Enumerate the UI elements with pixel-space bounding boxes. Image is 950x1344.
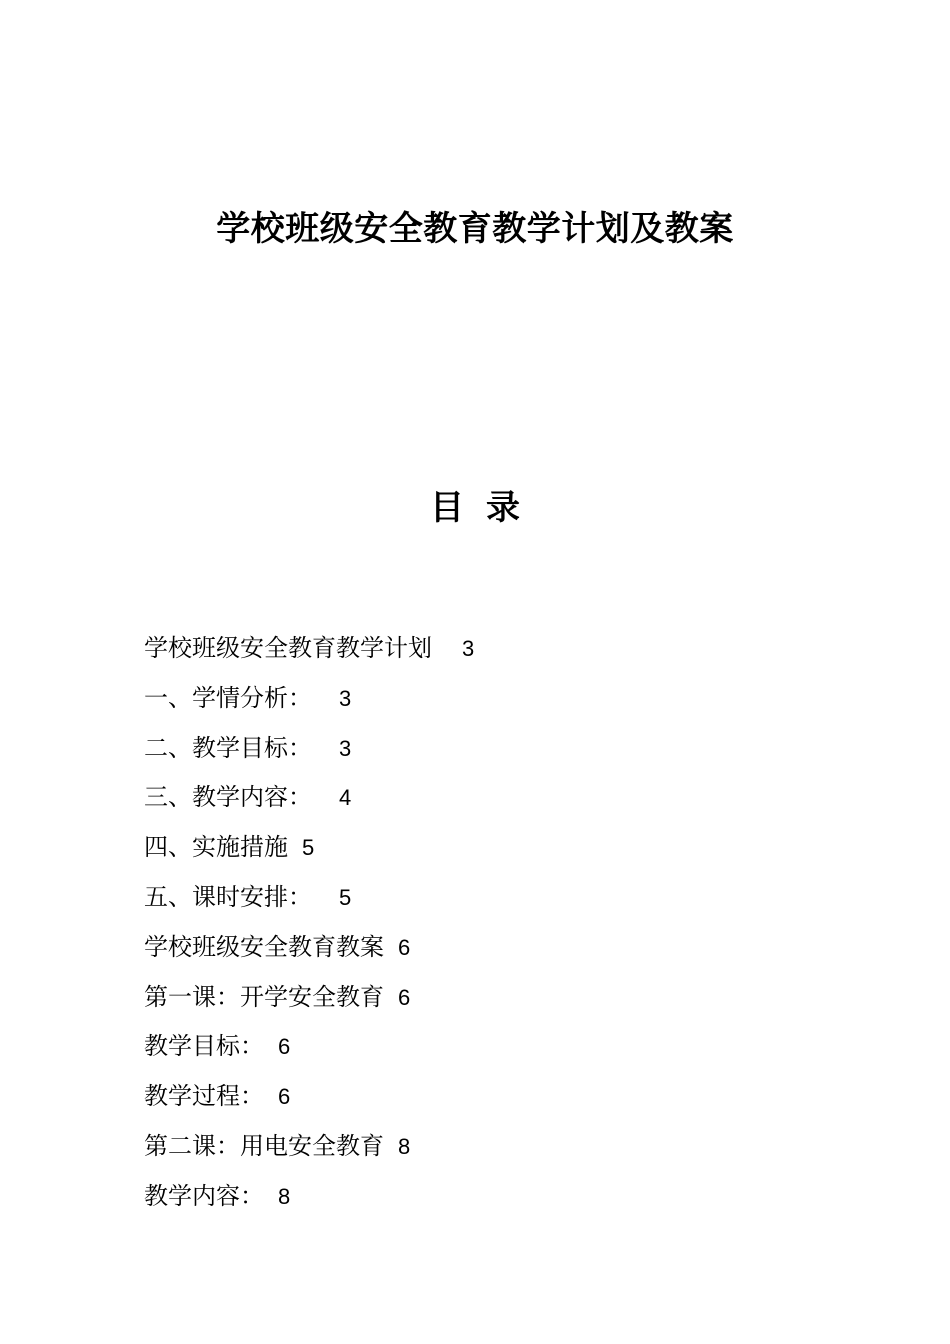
toc-heading <box>0 482 950 534</box>
toc-item-page: 3 <box>462 636 475 661</box>
toc-item[interactable] <box>144 823 474 873</box>
toc-item-page: 3 <box>339 735 352 761</box>
toc-item-page: 5 <box>302 835 315 861</box>
toc-item-label: 四、实施措施 <box>144 833 288 862</box>
toc-item[interactable] <box>144 674 474 724</box>
toc-heading-char-2: 录 <box>486 488 520 528</box>
toc-item-page: 5 <box>339 884 352 910</box>
toc-item[interactable] <box>144 624 474 674</box>
toc-item-page: 4 <box>339 785 352 811</box>
toc-item[interactable] <box>144 1172 474 1222</box>
toc-item-page: 8 <box>278 1183 291 1209</box>
toc-item-page: 6 <box>398 984 411 1010</box>
document-title: 学校班级安全教育教学计划及教案 <box>216 209 734 249</box>
toc-item-label: 三、教学内容： <box>144 783 312 812</box>
toc-item[interactable] <box>144 1072 474 1122</box>
toc-item-page: 8 <box>398 1133 411 1159</box>
toc-item-label: 第二课：用电安全教育 <box>144 1131 384 1160</box>
toc-item[interactable] <box>144 923 474 973</box>
toc-item-label: 学校班级安全教育教案 <box>144 932 384 961</box>
toc-item-page: 6 <box>398 934 411 960</box>
toc-item-label: 教学过程： <box>144 1082 264 1111</box>
toc-item-label: 教学目标： <box>144 1032 264 1061</box>
toc-item[interactable] <box>144 773 474 823</box>
toc-item-label: 一、学情分析： <box>144 683 312 712</box>
toc-heading-char-1: 目 <box>430 488 464 528</box>
toc-item-page: 6 <box>278 1084 291 1110</box>
toc-item[interactable] <box>144 1022 474 1072</box>
toc-item[interactable] <box>144 973 474 1023</box>
toc-item-label: 教学内容： <box>144 1181 264 1210</box>
toc-item-label: 五、课时安排： <box>144 882 312 911</box>
toc-item-page: 6 <box>278 1034 291 1060</box>
toc-item[interactable] <box>144 1122 474 1172</box>
toc-item-label: 二、教学目标： <box>144 733 312 762</box>
toc-item-page: 3 <box>339 685 352 711</box>
toc-item-label: 第一课：开学安全教育 <box>144 982 384 1011</box>
toc-item[interactable] <box>144 873 474 923</box>
toc-list <box>144 624 474 1222</box>
toc-item[interactable] <box>144 724 474 774</box>
toc-item-label: 学校班级安全教育教学计划 <box>144 634 432 662</box>
